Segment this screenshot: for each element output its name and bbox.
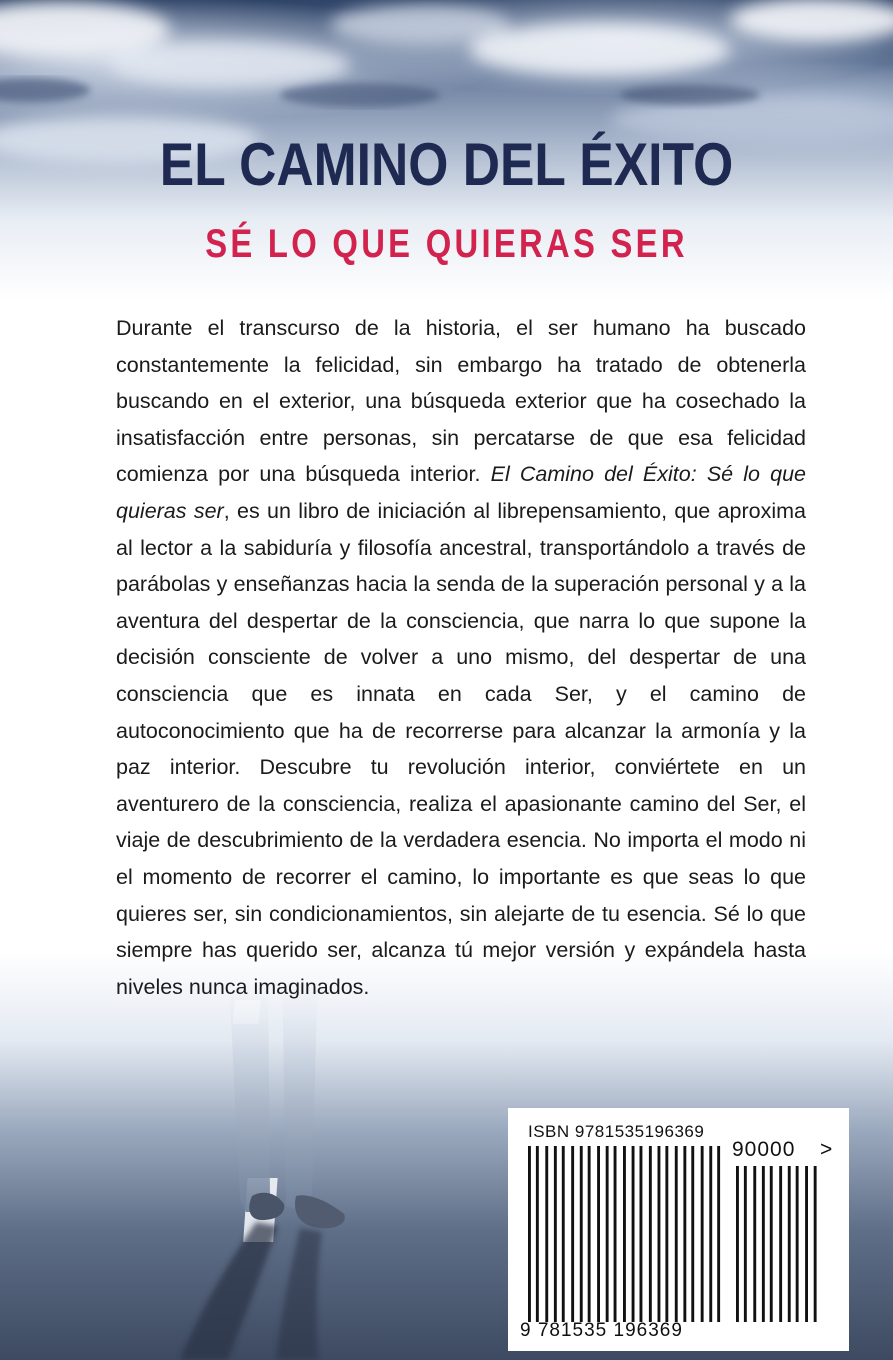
barcode-bar xyxy=(736,1166,739,1322)
barcode-bar xyxy=(545,1146,548,1322)
barcode-bar xyxy=(554,1146,557,1322)
book-subtitle: SÉ LO QUE QUIERAS SER xyxy=(205,222,688,266)
barcode-bar xyxy=(683,1146,686,1322)
synopsis-part-1: Durante el transcurso de la historia, el ser humano ha buscado constantemente la felicidad, sin embargo ha tratado de obtenerla buscando en el exterior, una búsqueda exterior que ha cosechado la insatisfacción entre personas, sin percatarse de que esa felicidad comienza por una búsqueda interior. xyxy=(116,316,806,487)
barcode-bar xyxy=(762,1166,765,1322)
barcode-bar xyxy=(709,1146,712,1322)
isbn-label: ISBN 9781535196369 xyxy=(528,1122,705,1141)
barcode-bar xyxy=(571,1146,574,1322)
barcode-bar xyxy=(536,1146,539,1322)
barcode-bar xyxy=(597,1146,600,1322)
barcode-bar xyxy=(588,1146,591,1322)
barcode-bar xyxy=(665,1146,668,1322)
barcode-bar xyxy=(640,1146,643,1322)
barcode-bar xyxy=(614,1146,617,1322)
addon-arrow: > xyxy=(820,1138,833,1161)
isbn-barcode-box xyxy=(508,1108,849,1351)
barcode-bar xyxy=(796,1166,799,1322)
shoe xyxy=(249,1193,284,1220)
ean-digits: 9 781535 196369 xyxy=(520,1320,683,1341)
addon-digits: 90000 xyxy=(732,1138,796,1161)
barcode-bar xyxy=(788,1166,791,1322)
barcode-bar xyxy=(580,1146,583,1322)
barcode-bar xyxy=(658,1146,661,1322)
barcode-bar xyxy=(779,1166,782,1322)
barcode-bar xyxy=(717,1146,720,1322)
person-shadow xyxy=(180,1222,278,1360)
barcode-bar xyxy=(562,1146,565,1322)
barcode-bar xyxy=(753,1166,756,1322)
barcode-bar xyxy=(770,1166,773,1322)
barcode-bar xyxy=(528,1146,531,1322)
barcode-bar xyxy=(623,1146,626,1322)
barcode-bar xyxy=(606,1146,609,1322)
barcode-bar xyxy=(632,1146,635,1322)
synopsis-paragraph xyxy=(116,310,806,1005)
barcode-bar xyxy=(744,1166,747,1322)
barcode-bar xyxy=(649,1146,652,1322)
shoe xyxy=(295,1195,345,1228)
synopsis-part-2: , es un libro de iniciación al librepensamiento, que aproxima al lector a la sabiduría y filosofía ancestral, transportándolo a través de parábolas y enseñanzas hacia la senda de la superación personal y a la aventura del despertar de la consciencia, que narra lo que supone la decisión consciente de volver a uno mismo, del despertar de una consciencia que es innata en cada Ser, y el camino de autoconocimiento que ha de recorrerse para alcanzar la armonía y la paz interior. Descubre tu revolución interior, conviértete en un aventurero de la consciencia, realiza el apasionante camino del Ser, el viaje de descubrimiento de la verdadera esencia. No importa el modo ni el momento de recorrer el camino, lo importante es que seas lo que quieres ser, sin condicionamientos, sin alejarte de tu esencia. Sé lo que siempre has querido ser, alcanza tú mejor versión y expándela hasta niveles nunca imaginados. xyxy=(116,498,807,999)
barcode-bar xyxy=(701,1146,704,1322)
barcode-bar xyxy=(814,1166,817,1322)
ean13-barcode xyxy=(528,1146,728,1322)
synopsis-book-title: El Camino del Éxito: Sé lo que quieras ser xyxy=(116,462,806,523)
book-title: EL CAMINO DEL ÉXITO xyxy=(159,131,734,198)
addon-barcode xyxy=(736,1166,820,1322)
barcode-bar xyxy=(691,1146,694,1322)
barcode-bar xyxy=(675,1146,678,1322)
person-shadow xyxy=(276,1228,322,1360)
barcode-bar xyxy=(805,1166,808,1322)
